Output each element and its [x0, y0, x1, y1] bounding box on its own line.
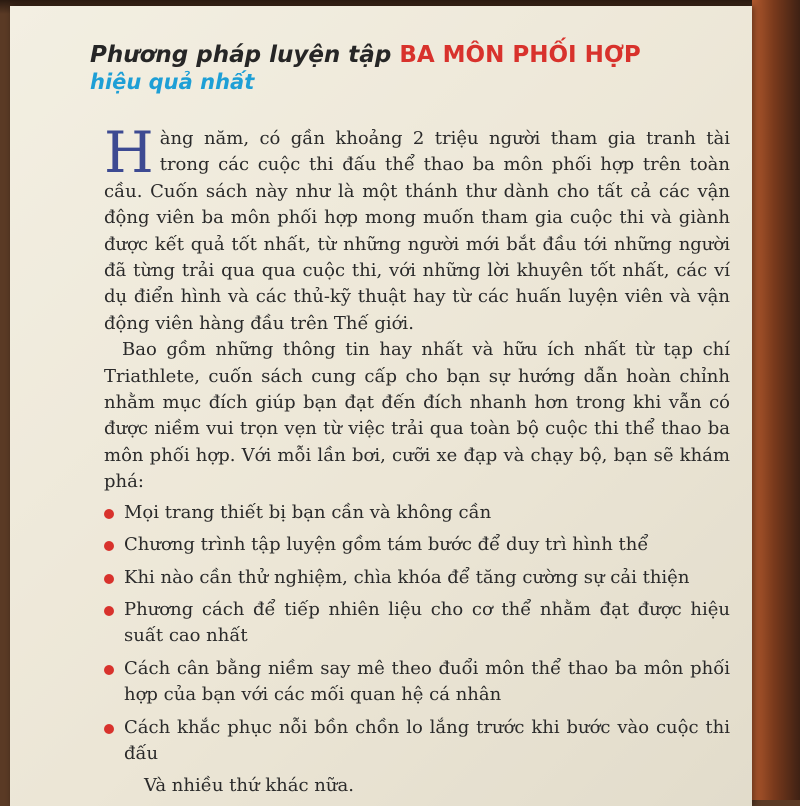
list-item-text: Chương trình tập luyện gồm tám bước để duy trì hình thể [124, 534, 649, 556]
bullet-dot-icon [104, 541, 114, 551]
drop-cap: H [104, 120, 154, 186]
feature-list [104, 500, 730, 768]
list-item [104, 532, 730, 558]
list-item-text: Phương cách để tiếp nhiên liệu cho cơ thể nhằm đạt được hiệu suất cao nhất [124, 598, 730, 647]
bullet-dot-icon [104, 509, 114, 519]
title-accent: BA MÔN PHỐI HỢP [399, 42, 641, 68]
cover-title [90, 42, 641, 68]
intro-paragraph [104, 120, 730, 337]
list-item-text: Mọi trang thiết bị bạn cần và không cần [124, 501, 492, 523]
list-item-text: Khi nào cần thử nghiệm, chìa khóa để tăng cường sự cải thiện [124, 566, 690, 588]
background-wood-surface [752, 0, 800, 800]
features-paragraph: Bao gồm những thông tin hay nhất và hữu ích nhất từ tạp chí Triathlete, cuốn sách cung cấp cho bạn sự hướng dẫn hoàn chỉnh nhằm mục đích giúp bạn đạt đến đích nhanh hơn trong khi vẫn có được niềm vui trọn vẹn từ việc trải qua toàn bộ cuộc thi thể thao ba môn phối hợp. Với mỗi lần bơi, cưỡi xe đạp và chạy bộ, bạn sẽ khám phá: [104, 339, 730, 493]
cover-body-text [104, 120, 730, 800]
bullet-dot-icon [104, 606, 114, 616]
list-item [104, 597, 730, 650]
book-back-cover [10, 6, 752, 806]
list-item [104, 565, 730, 591]
intro-text: àng năm, có gần khoảng 2 triệu người tham gia tranh tài trong các cuộc thi đấu thể thao ba môn phối hợp trên toàn cầu. Cuốn sách này như là một thánh thư dành cho tất cả các vận động viên ba môn phối hợp mong muốn tham gia cuộc thi và giành được kết quả tốt nhất, từ những người mới bắt đầu tới những người đã từng trải qua qua cuộc thi, với những lời khuyên tốt nhất, các ví dụ điển hình và các thủ-kỹ thuật hay từ các huấn luyện viên và vận động viên hàng đầu trên Thế giới. [104, 128, 730, 334]
closing-line: Và nhiều thứ khác nữa. [144, 775, 354, 797]
list-item-text: Cách khắc phục nỗi bồn chồn lo lắng trước khi bước vào cuộc thi đấu [124, 716, 730, 764]
list-item [104, 715, 730, 768]
title-prefix: Phương pháp luyện tập [90, 42, 400, 68]
list-item-text: Cách cân bằng niềm say mê theo đuổi môn thể thao ba môn phối hợp của bạn với các mối quan hệ cá nhân [124, 657, 730, 706]
list-item [104, 656, 730, 709]
bullet-dot-icon [104, 724, 114, 734]
bullet-dot-icon [104, 574, 114, 584]
bullet-dot-icon [104, 665, 114, 675]
cover-subtitle: hiệu quả nhất [90, 70, 255, 94]
list-item [104, 500, 730, 526]
